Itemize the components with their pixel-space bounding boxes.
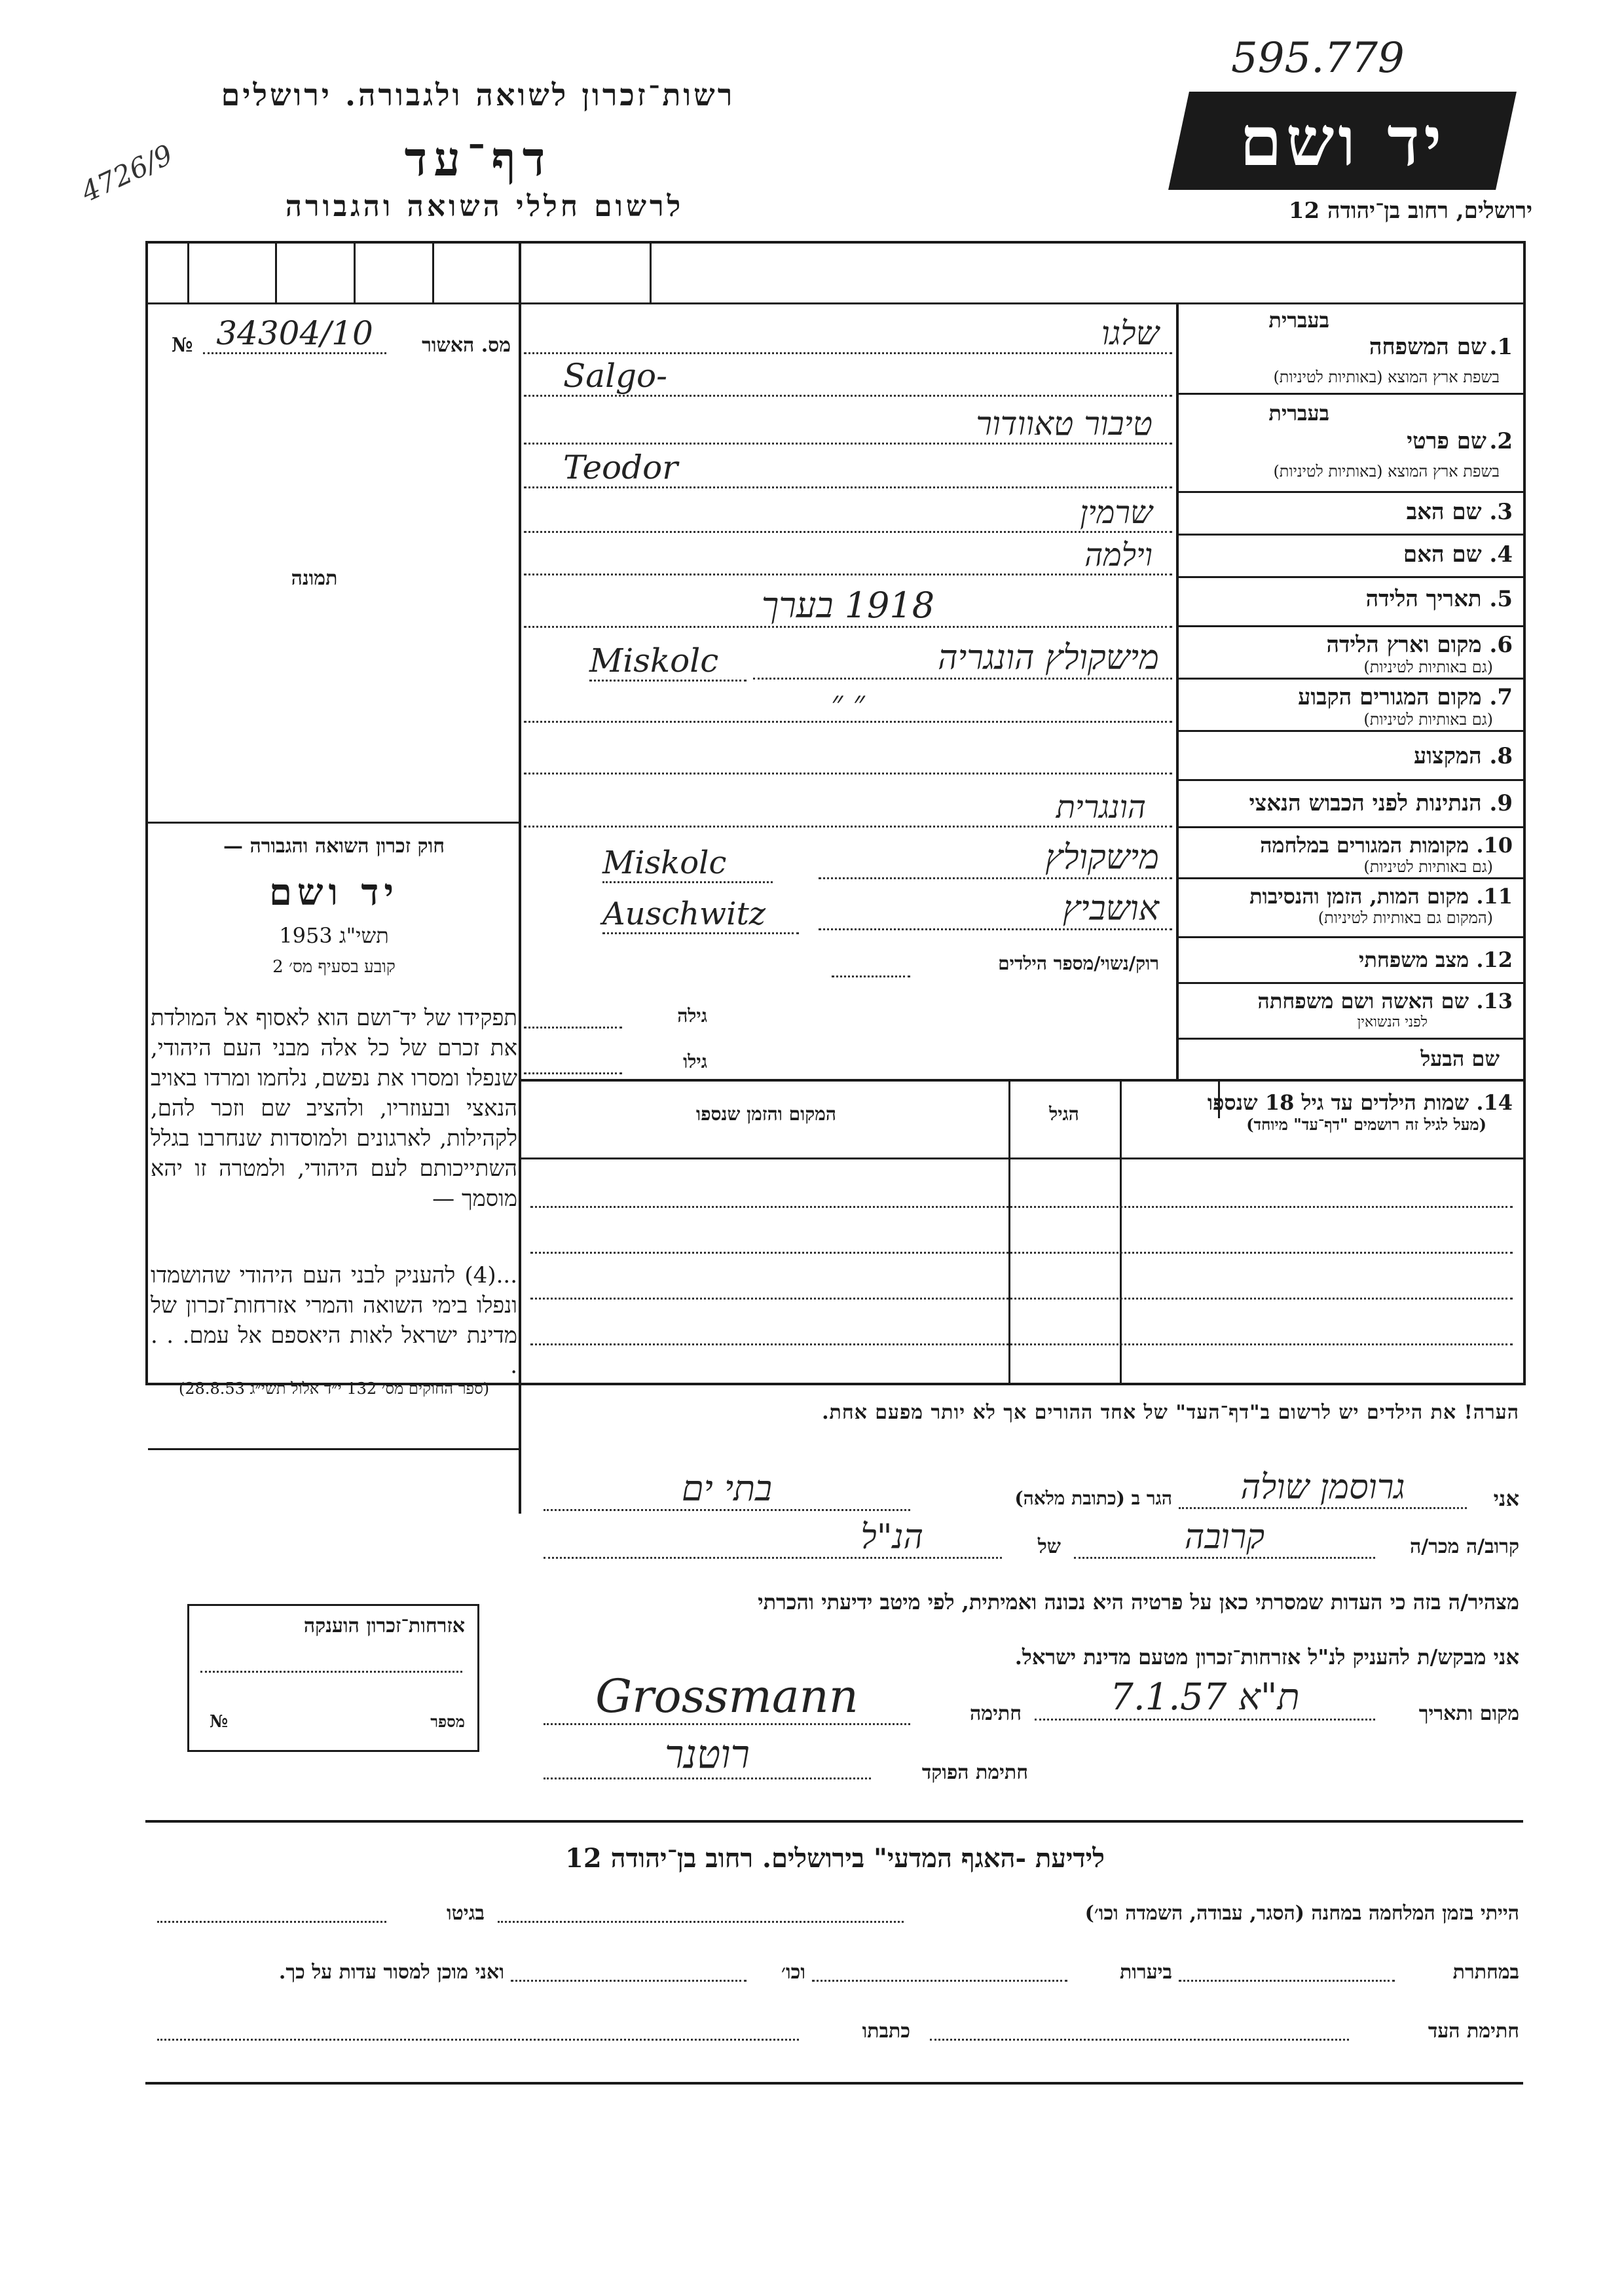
footer-line1-b: בגיטו [446, 1902, 485, 1925]
field-4-label: 4. שם האם [1403, 541, 1513, 568]
age-female-label: גילה [677, 1005, 707, 1027]
field-5-label: 5. תאריך הלידה [1365, 586, 1513, 612]
of-label: של [1037, 1535, 1061, 1558]
age-female-value [524, 1020, 622, 1029]
field-1-value-lat: Salgo- [524, 357, 1172, 397]
field-4-value: וילמה [524, 537, 1172, 575]
footer-line2-d: ואני מוכן למסור עדות על כך. [278, 1961, 504, 1984]
signature-label: חתימה [970, 1702, 1022, 1725]
left-column-divider [519, 244, 521, 1514]
footer-bottom-rule [145, 2082, 1523, 2085]
citizenship-number-label: מספר [430, 1712, 465, 1731]
law-title: חוק זכרון השואה והגבורה — [223, 835, 445, 858]
field-10-value-lat: Miskolc [602, 845, 773, 883]
footer-title: לידיעת -האגף המדעי" בירושלים. רחוב בן־יהודה 12 [565, 1843, 1105, 1874]
field-2-value-lat: Teodor [524, 448, 1172, 488]
children-note: הערה! את הילדים יש לרשום ב"דף־העד" של אחד ההורים אך לא יותר מפעם אחת. [822, 1401, 1519, 1424]
of-value: הנ"ל [544, 1518, 1002, 1559]
law-year: תשי"ג 1953 [279, 923, 389, 948]
form-title: דף־עד [404, 131, 552, 187]
field-10-value-he: מישקולץ [819, 838, 1172, 879]
children-col-place-time: המקום והזמן שנספו [696, 1103, 836, 1125]
field-2-value-he: טיבור טאוודור [524, 405, 1172, 445]
field-10-label: 10. מקומות המגורים במלחמה (גם באותיות לטיניות) [1260, 833, 1513, 876]
address-value: בתי ים [544, 1468, 910, 1511]
field-3-value: שרמין [524, 494, 1172, 533]
field-7-label: 7. מקום המגורים הקבוע (גם באותיות לטיניות) [1298, 684, 1513, 729]
margin-number: 4726/9 [76, 138, 178, 208]
handwritten-number: 595.779 [1231, 34, 1405, 82]
husband-label: שם הבעל [1420, 1046, 1500, 1071]
children-top-line [521, 1079, 1523, 1082]
law-name: יד ושם [268, 871, 399, 914]
approval-value: 34304/10 [203, 314, 386, 354]
field-6-label: 6. מקום וארץ הלידה (גם באותיות לטיניות) [1326, 632, 1513, 676]
signature-value: Grossmann [544, 1669, 910, 1725]
field-9-value: הונגרית [524, 789, 1172, 828]
citizenship-title: אזרחות־זכרון הוענקה [303, 1614, 465, 1637]
field-3-label: 3. שם האב [1406, 499, 1513, 525]
marital-line-value [832, 962, 910, 977]
place-date-value: ת"א 7.1.57 [1035, 1676, 1375, 1721]
address: ירושלים, רחוב בן־יהודה 12 [1288, 198, 1532, 224]
field-7-value: ״ ״ [524, 684, 1172, 723]
field-13-label: 13. שם האשה ושם משפחתה לפני הנשואין [1257, 989, 1513, 1030]
age-male-label: גילו [683, 1051, 707, 1072]
official-value: רוטנר [544, 1732, 871, 1779]
field-8-value [524, 759, 1172, 774]
statement: מצהיר/ה בזה כי העדות שמסרתי כאן על פרטיה היא נכונה ואמיתית, לפי מיטב ידיעתי והכרתי [758, 1590, 1519, 1614]
table-row [530, 1250, 1513, 1254]
field-5-value: 1918 בערך [524, 585, 1172, 628]
photo-label: תמונה [291, 567, 338, 590]
law-para1: תפקידו של יד־ושם הוא לאסוף אל המולדת את זכרם של כל אלה מבני העם היהודי, שנפלו ומסרו את נפשם, נלחמו ומרדו באויב הנאצי ובעוזריו, ולהציב שם וזכר להם, לקהילות, לארגונים ולמוסדות שנחרבו בגלל השתייכותם לעם היהודי, ולמטרה זו יהא מוסמך — [151, 1005, 517, 1212]
relative-value: קרובה [1074, 1518, 1375, 1559]
form-subtitle: לרשום חללי השואה והגבורה [285, 190, 684, 223]
yad-vashem-logo [1168, 92, 1517, 190]
field-11-label: 11. מקום המות, הזמן והנסיבות (המקום גם באותיות לטיניות) [1249, 884, 1513, 927]
authority-title: רשות־זכרון לשואה ולגבורה. ירושלים [221, 77, 735, 113]
field-6-value-he: מישקולץ הונגריה [753, 638, 1172, 680]
field-11-value-he: אושביץ [819, 889, 1172, 930]
field-1-value-he: שלגו [524, 314, 1172, 354]
official-label: חתימת הפוקד [921, 1761, 1028, 1784]
field-12-label: 12. מצב משפחתי [1359, 947, 1513, 972]
approval-no-prefix: № [172, 334, 193, 357]
table-row [530, 1342, 1513, 1345]
footer-line3-b: כתבתו [862, 2020, 910, 2043]
i-label: אני [1493, 1486, 1519, 1511]
field-6-value-lat: Miskolc [589, 642, 747, 682]
logo-text: יד ושם [1239, 100, 1446, 181]
request: אני מבקש/ת להעניק לנ"ל אזרחות־זכרון מטעם מדינת ישראל. [1014, 1645, 1519, 1669]
children-col-age: הגיל [1049, 1103, 1079, 1125]
footer-top-rule [145, 1820, 1523, 1823]
address-label: הגר ב (כתובת מלאה) [1014, 1487, 1172, 1509]
footer-line2-a: במחתרת [1452, 1961, 1519, 1984]
law-ref: (ספר החוקים מס׳ 132 י״ד אלול תשי״ג 28.8.53) [178, 1379, 490, 1398]
place-date-label: מקום ותאריך [1418, 1702, 1519, 1725]
law-para2: ...(4) להעניק לבני העם היהודי שהושמדו ונפלו בימי השואה והמרי אזרחות־זכרון של מדינת ישראל לאות היאספם אל עמם. . . . [151, 1262, 517, 1379]
footer-line2-c: וכו׳ [781, 1961, 805, 1984]
age-male-value [524, 1066, 622, 1074]
relative-label: קרוב/ה מכר/ה [1410, 1535, 1519, 1558]
table-row [530, 1205, 1513, 1208]
footer-line2-b: ביערות [1119, 1961, 1172, 1984]
field-11-value-lat: Auschwitz [602, 896, 799, 934]
marital-line-label: רוק/נשוי/מספר הילדים [998, 953, 1159, 974]
footer-line3-a: חתימת העד [1428, 2020, 1519, 2043]
field-9-label: 9. הנתינות לפני הכבוש הנאצי [1249, 790, 1513, 816]
approval-label: מס. האשור [422, 334, 511, 357]
table-row [530, 1296, 1513, 1300]
citizenship-no-symbol: № [210, 1712, 229, 1732]
children-header: 14. שמות הילדים עד גיל 18 שנספו (מעל לגיל זה רושמים "דף־עד" מיוחד) [1207, 1090, 1513, 1134]
witness-name: גרוסמן שולה [1179, 1468, 1467, 1509]
top-row-bottom [148, 302, 1523, 304]
field-8-label: 8. המקצוע [1413, 743, 1513, 769]
law-section: קובע בסעיף מס׳ 2 [272, 957, 396, 977]
footer-line1-a: הייתי בזמן המלחמה במחנה (הסגר, עבודה, השמדה וכו׳) [1084, 1902, 1519, 1925]
